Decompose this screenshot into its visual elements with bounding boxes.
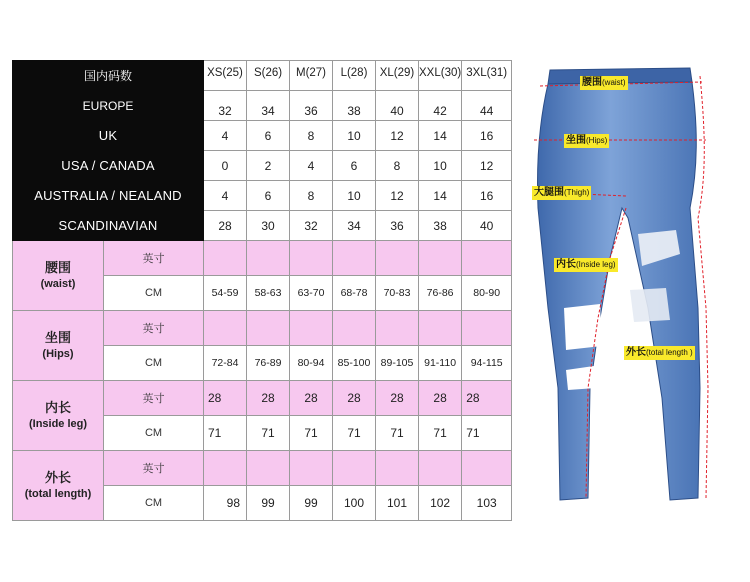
table-cell: 71 xyxy=(247,416,290,451)
inside-leg-group-label xyxy=(13,381,104,451)
table-cell: 10 xyxy=(333,121,376,151)
table-cell: 38 xyxy=(333,91,376,121)
table-cell: 54-59 xyxy=(204,276,247,311)
total-length-group-label xyxy=(13,451,104,521)
table-cell: 14 xyxy=(419,121,462,151)
table-cell: 10 xyxy=(419,151,462,181)
thigh-tag xyxy=(532,186,591,200)
table-cell: 32 xyxy=(204,91,247,121)
table-cell: 63-70 xyxy=(290,276,333,311)
table-cell: 42 xyxy=(419,91,462,121)
table-cell: 16 xyxy=(462,121,512,151)
table-cell: 2 xyxy=(247,151,290,181)
group-label-zh: 外长 xyxy=(44,469,71,485)
row-label: SCANDINAVIAN xyxy=(13,211,204,241)
table-cell: 72-84 xyxy=(204,346,247,381)
unit-label-inch: 英寸 xyxy=(104,451,204,486)
unit-label-inch: 英寸 xyxy=(104,311,204,346)
table-cell: 8 xyxy=(290,121,333,151)
table-cell: 85-100 xyxy=(333,346,376,381)
tag-en: (total length ) xyxy=(646,348,693,357)
table-cell: 40 xyxy=(462,211,512,241)
tag-zh: 内长 xyxy=(556,259,576,270)
row-label: AUSTRALIA / NEALAND xyxy=(13,181,204,211)
table-cell: 58-63 xyxy=(247,276,290,311)
table-cell xyxy=(290,241,333,276)
row-label: EUROPE xyxy=(13,91,204,121)
size-name: XXL(30) xyxy=(419,61,462,91)
unit-label-cm: CM xyxy=(104,276,204,311)
jeans-drawing xyxy=(530,58,750,510)
group-label-zh: 内长 xyxy=(44,399,71,415)
table-cell: 71 xyxy=(204,416,247,451)
table-cell: 28 xyxy=(204,381,247,416)
table-cell: 71 xyxy=(333,416,376,451)
group-label-en: (Inside leg) xyxy=(28,417,88,430)
table-cell: 10 xyxy=(333,181,376,211)
table-cell xyxy=(376,241,419,276)
table-cell: 102 xyxy=(419,486,462,521)
waist-group-label xyxy=(13,241,104,311)
table-cell: 76-86 xyxy=(419,276,462,311)
table-cell xyxy=(290,311,333,346)
tag-en: (Hips) xyxy=(586,136,608,145)
table-cell: 12 xyxy=(376,181,419,211)
table-cell: 6 xyxy=(247,181,290,211)
hips-inch-row xyxy=(13,311,512,346)
table-cell: 0 xyxy=(204,151,247,181)
table-cell: 103 xyxy=(462,486,512,521)
table-cell: 28 xyxy=(462,381,512,416)
table-cell: 71 xyxy=(419,416,462,451)
table-cell: 36 xyxy=(290,91,333,121)
thigh-rip xyxy=(630,288,670,322)
group-label-en: (waist) xyxy=(40,277,76,290)
row-label: 国内码数 xyxy=(13,61,204,91)
table-cell: 8 xyxy=(376,151,419,181)
size-name: XS(25) xyxy=(204,61,247,91)
table-cell xyxy=(376,451,419,486)
table-cell xyxy=(333,311,376,346)
table-cell xyxy=(204,241,247,276)
table-cell xyxy=(290,451,333,486)
conversion-row-usa xyxy=(13,151,512,181)
tag-zh: 坐围 xyxy=(566,135,586,146)
table-cell: 44 xyxy=(462,91,512,121)
hips-tag xyxy=(564,134,609,148)
table-cell: 89-105 xyxy=(376,346,419,381)
group-label-en: (Hips) xyxy=(42,347,74,360)
table-cell: 32 xyxy=(290,211,333,241)
unit-label-cm: CM xyxy=(104,486,204,521)
table-cell xyxy=(247,451,290,486)
table-cell xyxy=(376,311,419,346)
table-cell: 99 xyxy=(247,486,290,521)
conversion-row-scandinavian xyxy=(13,211,512,241)
table-cell: 91-110 xyxy=(419,346,462,381)
table-cell xyxy=(419,241,462,276)
group-label-zh: 腰围 xyxy=(44,259,71,275)
conversion-row-europe xyxy=(13,91,512,121)
tag-zh: 腰围 xyxy=(582,77,602,88)
table-cell xyxy=(462,311,512,346)
table-cell: 100 xyxy=(333,486,376,521)
table-cell: 40 xyxy=(376,91,419,121)
table-cell: 28 xyxy=(376,381,419,416)
table-cell: 4 xyxy=(290,151,333,181)
shin-hole xyxy=(566,366,596,390)
table-cell: 12 xyxy=(462,151,512,181)
table-cell: 28 xyxy=(290,381,333,416)
table-cell: 98 xyxy=(204,486,247,521)
table-cell xyxy=(247,311,290,346)
table-cell: 94-115 xyxy=(462,346,512,381)
tag-en: (waist) xyxy=(602,78,626,87)
unit-label-inch: 英寸 xyxy=(104,381,204,416)
conversion-row-uk xyxy=(13,121,512,151)
table-cell: 68-78 xyxy=(333,276,376,311)
table-cell: 71 xyxy=(290,416,333,451)
table-cell: 12 xyxy=(376,121,419,151)
table-cell: 14 xyxy=(419,181,462,211)
table-cell xyxy=(419,311,462,346)
table-cell: 28 xyxy=(419,381,462,416)
conversion-row-australia xyxy=(13,181,512,211)
table-cell: 99 xyxy=(290,486,333,521)
waist-tag xyxy=(580,76,628,90)
table-cell: 8 xyxy=(290,181,333,211)
table-cell: 80-90 xyxy=(462,276,512,311)
table-cell: 16 xyxy=(462,181,512,211)
size-name: L(28) xyxy=(333,61,376,91)
table-cell: 34 xyxy=(333,211,376,241)
table-cell: 70-83 xyxy=(376,276,419,311)
unit-label-inch: 英寸 xyxy=(104,241,204,276)
tag-zh: 外长 xyxy=(626,347,646,358)
row-label: UK xyxy=(13,121,204,151)
size-name: S(26) xyxy=(247,61,290,91)
unit-label-cm: CM xyxy=(104,346,204,381)
table-cell: 4 xyxy=(204,181,247,211)
table-cell: 28 xyxy=(247,381,290,416)
table-cell xyxy=(333,241,376,276)
inside-leg-tag xyxy=(554,258,618,272)
table-cell: 6 xyxy=(247,121,290,151)
unit-label-cm: CM xyxy=(104,416,204,451)
tag-zh: 大腿围 xyxy=(534,187,564,198)
tag-en: (Inside leg) xyxy=(576,260,616,269)
table-cell xyxy=(204,311,247,346)
inside-leg-inch-row xyxy=(13,381,512,416)
table-cell: 30 xyxy=(247,211,290,241)
jeans-illustration xyxy=(530,58,750,510)
table-cell xyxy=(462,241,512,276)
table-cell xyxy=(419,451,462,486)
table-cell xyxy=(247,241,290,276)
total-length-inch-row xyxy=(13,451,512,486)
table-cell: 28 xyxy=(333,381,376,416)
table-cell xyxy=(462,451,512,486)
table-cell: 101 xyxy=(376,486,419,521)
group-label-en: (total length) xyxy=(24,487,92,500)
table-cell: 71 xyxy=(376,416,419,451)
table-cell: 36 xyxy=(376,211,419,241)
group-label-zh: 坐围 xyxy=(44,329,71,345)
size-header-row xyxy=(13,61,512,91)
size-chart-table xyxy=(12,60,512,521)
tag-en: (Thigh) xyxy=(564,188,590,197)
waist-inch-row xyxy=(13,241,512,276)
size-name: M(27) xyxy=(290,61,333,91)
table-cell: 28 xyxy=(204,211,247,241)
jeans-body xyxy=(537,82,700,500)
table-cell xyxy=(333,451,376,486)
table-cell: 4 xyxy=(204,121,247,151)
table-cell: 34 xyxy=(247,91,290,121)
outside-leg-tag xyxy=(624,346,695,360)
size-name: 3XL(31) xyxy=(462,61,512,91)
hips-group-label xyxy=(13,311,104,381)
row-label: USA / CANADA xyxy=(13,151,204,181)
table-cell: 6 xyxy=(333,151,376,181)
table-cell: 76-89 xyxy=(247,346,290,381)
table-cell: 80-94 xyxy=(290,346,333,381)
table-cell: 71 xyxy=(462,416,512,451)
size-name: XL(29) xyxy=(376,61,419,91)
table-cell xyxy=(204,451,247,486)
table-cell: 38 xyxy=(419,211,462,241)
